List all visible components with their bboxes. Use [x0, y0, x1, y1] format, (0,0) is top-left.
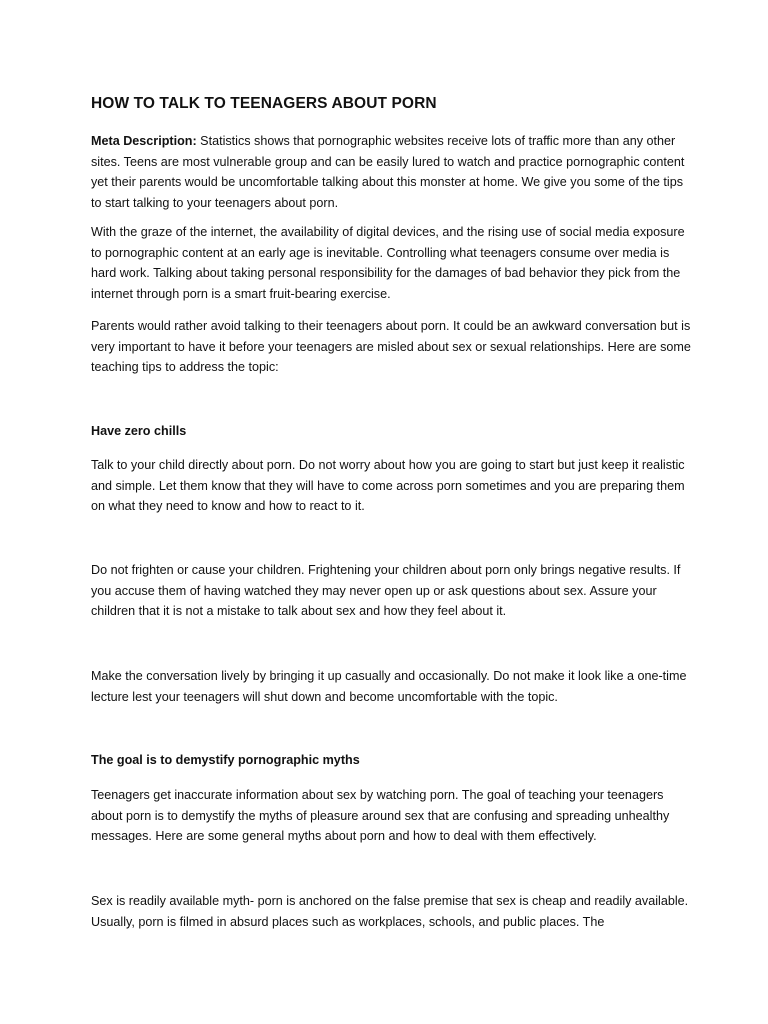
meta-description-label: Meta Description:: [91, 134, 197, 148]
availability-myth-paragraph: Sex is readily available myth- porn is anchored on the false premise that sex is cheap and readily available. Usually, porn is filmed in absurd places such as workplaces, schools, and public places. The: [91, 894, 689, 929]
section-heading-zero-chills: Have zero chills: [91, 424, 187, 438]
meta-description-paragraph: [91, 131, 691, 213]
section-heading-demystify: The goal is to demystify pornographic myths: [91, 753, 360, 767]
frighten-paragraph: Do not frighten or cause your children. Frightening your children about porn only brings negative results. If you accuse them of having watched they may never open up or ask questions about sex. Assure your children that it is not a mistake to talk about sex and how they feel about it.: [91, 563, 681, 619]
demystify-paragraph: Teenagers get inaccurate information about sex by watching porn. The goal of teaching your teenagers about porn is to demystify the myths of pleasure around sex that are confusing and spreading unhealthy messages. Here are some general myths about porn and how to deal with them effectively.: [91, 788, 670, 844]
talk-directly-paragraph: Talk to your child directly about porn. Do not worry about how you are going to start but just keep it realistic and simple. Let them know that they will have to come across porn sometimes and you are preparing them on what they need to know and how to react to it.: [91, 458, 685, 514]
lively-conversation-paragraph: Make the conversation lively by bringing it up casually and occasionally. Do not make it look like a one-time lecture lest your teenagers will shut down and become uncomfortable with the topic.: [91, 669, 687, 704]
parents-paragraph: Parents would rather avoid talking to their teenagers about porn. It could be an awkward conversation but is very important to have it before your teenagers are misled about sex or sexual relationships. Here are some teaching tips to address the topic:: [91, 319, 691, 375]
meta-description-text: Statistics shows that pornographic websites receive lots of traffic more than any other sites. Teens are most vulnerable group and can be easily lured to watch and practice pornographic content yet their parents would be uncomfortable talking about this monster at home. We give you some of the tips to start talking to your teenagers about porn.: [91, 134, 685, 210]
document-title: HOW TO TALK TO TEENAGERS ABOUT PORN: [91, 95, 437, 112]
intro-paragraph: With the graze of the internet, the availability of digital devices, and the rising use of social media exposure to pornographic content at an early age is inevitable. Controlling what teenagers consume over media is hard work. Talking about taking personal responsibility for the damages of bad behavior they pick from the internet through porn is a smart fruit-bearing exercise.: [91, 225, 685, 301]
